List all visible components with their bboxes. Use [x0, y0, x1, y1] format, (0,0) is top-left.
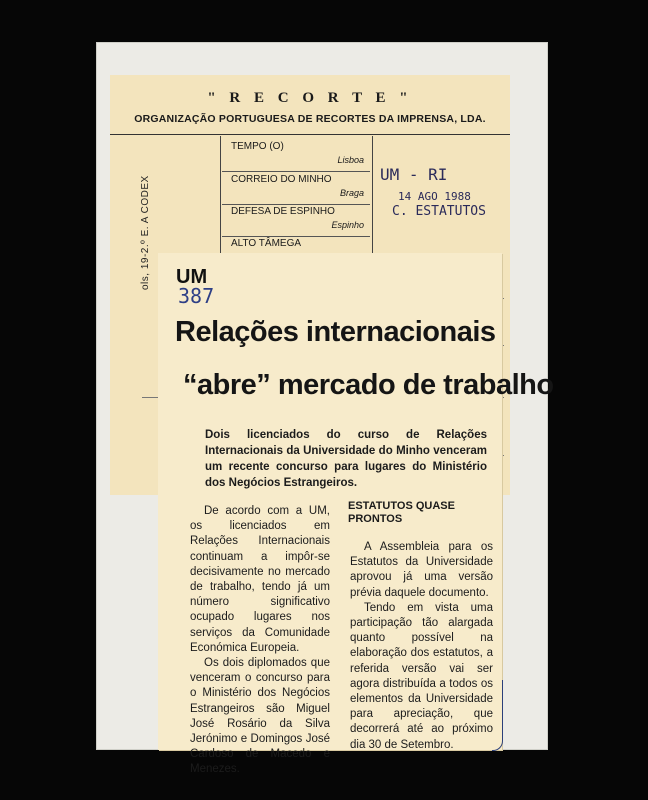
publication-city: Lisboa: [337, 155, 364, 165]
headline-line-2: “abre” mercado de trabalho: [183, 369, 554, 401]
body-paragraph: Tendo em vista uma participação tão alargada quanto possível na elaboração dos estatutos, a referida versão vai ser agora distribuída a todos os elementos da Universidade para apreciação, que decorrerá até ao próximo dia 30 de Setembro.: [350, 601, 493, 751]
publication-name: DEFESA DE ESPINHO: [231, 206, 335, 217]
row-divider: [222, 171, 370, 172]
body-paragraph: De acordo com a UM, os licenciados em Relações Internacionais continuam a impôr-se decisivamente no mercado de trabalho, tendo já um número significativo ocupado lugares nos serviços da Comunidade Económica Europeia.: [190, 505, 330, 654]
publication-city: Espinho: [331, 220, 364, 230]
pen-margin-mark: [492, 680, 503, 751]
table-divider-right: [372, 136, 373, 254]
publication-name: TEMPO (O): [231, 141, 284, 152]
article-column-2: [350, 540, 493, 753]
article-lead: Dois licenciados do curso de Relações Internacionais da Universidade do Minho venceram um recente concurso para lugares do Ministério dos Negócios Estrangeiros.: [205, 429, 487, 489]
handwritten-category: C. ESTATUTOS: [392, 204, 486, 219]
body-paragraph: Os dois diplomados que venceram o concurso para o Ministério dos Negócios Estrangeiros são Miguel José Rosário da Silva Jerónimo e Domingos José Cardoso de Macedo e Menezes.: [190, 657, 330, 776]
sidebar-title: ESTATUTOS QUASE PRONTOS: [348, 500, 455, 525]
publication-city: Braga: [339, 188, 364, 198]
date-stamp: 14 AGO 1988: [398, 190, 471, 203]
article-column-1: [190, 504, 330, 778]
clip-tag: UM: [176, 266, 208, 288]
clip-number: 387: [178, 284, 215, 308]
handwritten-code: UM - RI: [380, 165, 448, 184]
header-divider: [110, 134, 510, 135]
publication-name: ALTO TÂMEGA: [231, 238, 302, 249]
publication-name: CORREIO DO MINHO: [231, 174, 332, 185]
row-divider: [222, 204, 370, 205]
table-divider-left: [220, 136, 221, 254]
agency-title: " R E C O R T E ": [207, 90, 413, 106]
agency-subtitle: ORGANIZAÇÃO PORTUGUESA DE RECORTES DA IMPRENSA, LDA.: [134, 113, 486, 125]
vertical-address: ols, 19-2.º E. A CODEX: [140, 175, 151, 290]
row-divider: [222, 236, 370, 237]
headline-line-1: Relações internacionais: [175, 316, 496, 348]
body-paragraph: A Assembleia para os Estatutos da Universidade aprovou já uma versão prévia daquele documento.: [350, 541, 493, 599]
